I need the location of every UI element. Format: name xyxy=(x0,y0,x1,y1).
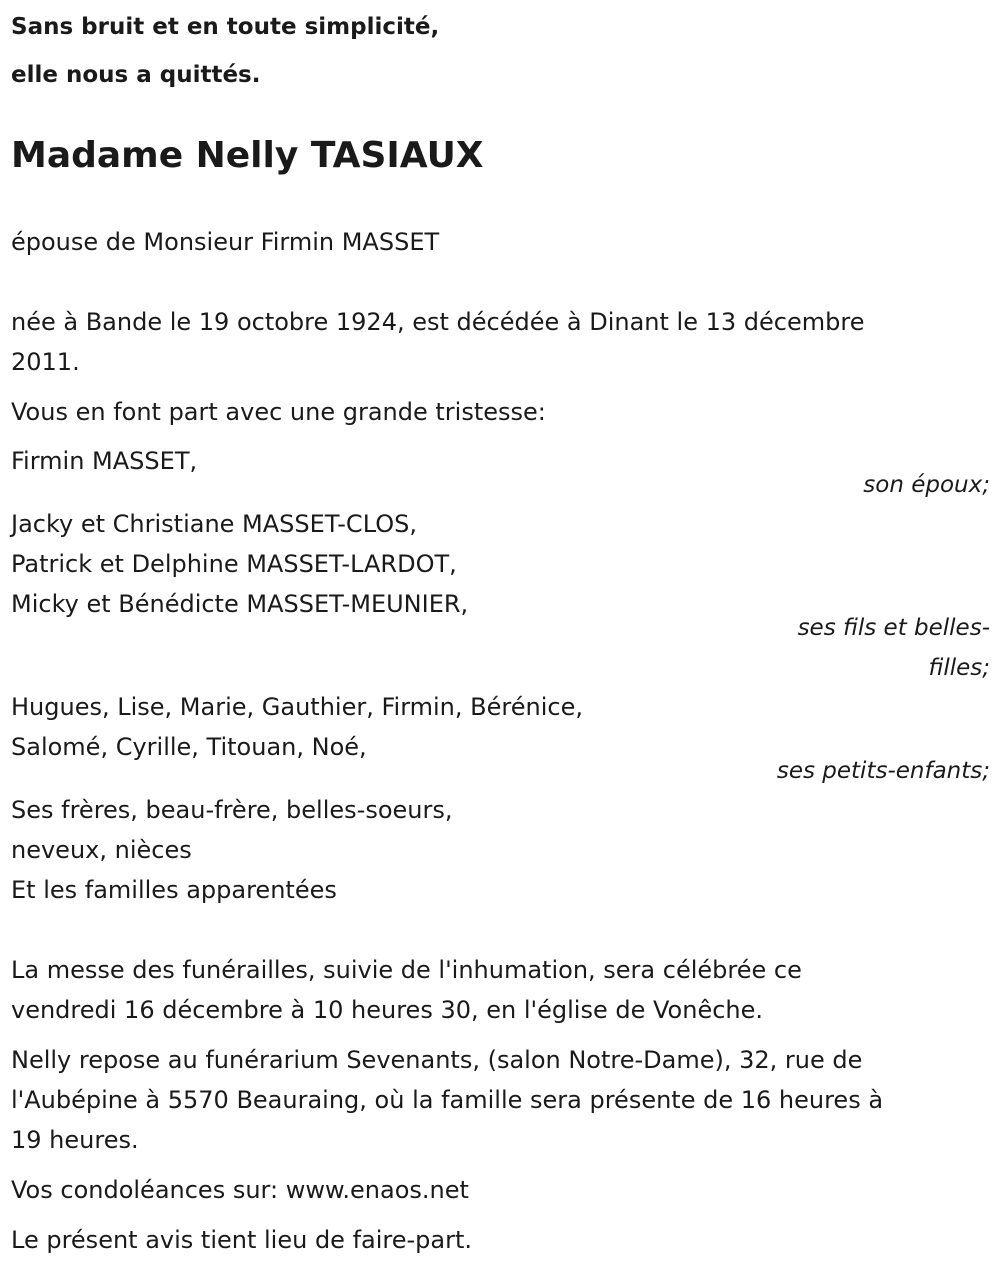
others-line-3: Et les familles apparentées xyxy=(11,876,337,904)
birth-death-line-1: née à Bande le 19 octobre 1924, est décédée à Dinant le 13 décembre xyxy=(11,308,865,336)
intro-line-1: Sans bruit et en toute simplicité, xyxy=(11,14,440,40)
sons-role-line-2: filles; xyxy=(928,655,990,681)
son-line-1: Jacky et Christiane MASSET-CLOS, xyxy=(11,510,417,538)
birth-death-line-2: 2011. xyxy=(11,348,80,376)
grandchildren-role: ses petits-enfants; xyxy=(776,758,990,784)
grandchildren-line-2: Salomé, Cyrille, Titouan, Noé, xyxy=(11,733,367,761)
rest-line-3: 19 heures. xyxy=(11,1126,139,1154)
spouse-name: Firmin MASSET, xyxy=(11,447,198,475)
others-line-2: neveux, nièces xyxy=(11,836,192,864)
grandchildren-line-1: Hugues, Lise, Marie, Gauthier, Firmin, Bérénice, xyxy=(11,693,583,721)
son-line-2: Patrick et Delphine MASSET-LARDOT, xyxy=(11,550,457,578)
condolences-line: Vos condoléances sur: www.enaos.net xyxy=(11,1176,469,1204)
rest-line-2: l'Aubépine à 5570 Beauraing, où la famille sera présente de 16 heures à xyxy=(11,1086,884,1114)
notice-line: Le présent avis tient lieu de faire-part. xyxy=(11,1226,473,1254)
mass-line-1: La messe des funérailles, suivie de l'inhumation, sera célébrée ce xyxy=(11,956,802,984)
intro-line-2: elle nous a quittés. xyxy=(11,62,261,88)
spouse-role: son époux; xyxy=(863,472,990,498)
spouse-line: épouse de Monsieur Firmin MASSET xyxy=(11,228,440,256)
mass-line-2: vendredi 16 décembre à 10 heures 30, en l'église de Vonêche. xyxy=(11,996,764,1024)
son-line-3: Micky et Bénédicte MASSET-MEUNIER, xyxy=(11,590,469,618)
rest-line-1: Nelly repose au funérarium Sevenants, (salon Notre-Dame), 32, rue de xyxy=(11,1046,863,1074)
sons-role-line-1: ses fils et belles- xyxy=(797,615,990,641)
deceased-name: Madame Nelly TASIAUX xyxy=(11,135,484,176)
announcement: Vous en font part avec une grande tristesse: xyxy=(11,398,546,426)
others-line-1: Ses frères, beau-frère, belles-soeurs, xyxy=(11,796,453,824)
